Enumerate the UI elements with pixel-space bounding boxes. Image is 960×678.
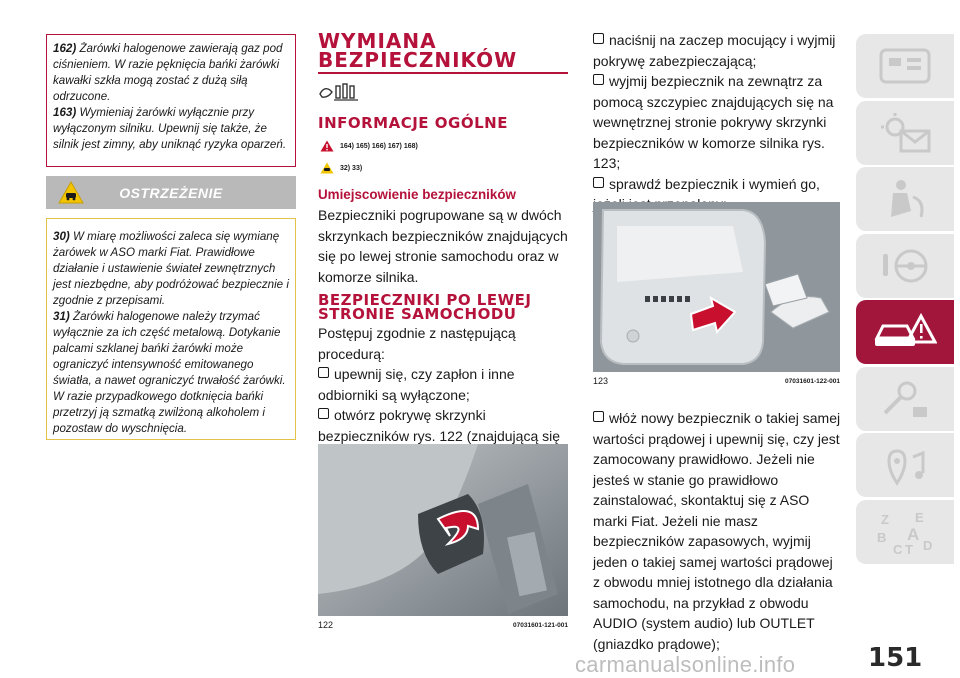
figure-122-number: 122 xyxy=(318,620,334,630)
heading-fuse-location: Umiejscowienie bezpieczników xyxy=(318,187,516,202)
multimedia-icon xyxy=(877,443,933,487)
warning-30-text: W miarę możliwości zaleca się wymianę żarówek w ASO marki Fiat. Prawidłowe działanie i ustawienie świateł zewnętrznych jest niezbędne, aby podróżować bezpiecznie i zgodnie z przepisami. xyxy=(53,230,289,307)
sidebar-item-lights[interactable] xyxy=(856,101,954,165)
sidebar-item-safety[interactable] xyxy=(856,167,954,231)
caution-refs-row xyxy=(318,159,568,177)
warning-refs-row xyxy=(318,137,568,155)
fuse-location-text: Bezpieczniki pogrupowane są w dwóch skrzynkach bezpieczników znajdujących się po lewej stronie samochodu oraz w komorze silnika. xyxy=(318,207,568,285)
figure-123-number: 123 xyxy=(593,376,609,386)
warning-31-text: Żarówki halogenowe należy trzymać wyłącznie za ich część metalową. Dotykanie palcami szklanej bańki żarówki może ograniczyć intensywność emitowanego światła, a nawet ograniczyć trwałość żarówki. W razie przypadkowego dotknięcia bańki przetrzyj ją szmatką zwilżoną alkoholem i pozostaw do wyschnięcia. xyxy=(53,310,286,435)
note-163-text: Wymieniaj żarówki wyłącznie przy wyłączonym silniku. Upewnij się także, że silnik jest zimny, aby uniknąć ryzyka oparzeń. xyxy=(53,106,287,151)
warning-box xyxy=(46,218,296,440)
section-title-line1: WYMIANA xyxy=(318,29,437,53)
emergency-icon xyxy=(873,310,937,354)
chapter-sidebar xyxy=(856,34,960,566)
index-letter-c: C xyxy=(893,541,903,556)
dashboard-icon xyxy=(877,46,933,86)
lights-icon xyxy=(877,111,933,155)
subtitle-left-side-line2: STRONIE SAMOCHODU xyxy=(318,305,517,323)
step-check-fuse: sprawdź bezpiecznik i wymień go, xyxy=(593,174,841,215)
yellow-warning-icon xyxy=(320,162,334,174)
step-ignition-off: upewnij się, czy zapłon i inne odbiorniki są wyłączone; xyxy=(318,364,568,405)
sidebar-item-maintenance[interactable] xyxy=(856,367,954,431)
figure-123-code: 07031601-122-001 xyxy=(785,378,840,385)
step-open-cover: otwórz pokrywę skrzynki bezpieczników rys. 122 (znajdującą się xyxy=(318,405,568,467)
caution-refs: 32) 33) xyxy=(340,164,363,172)
warning-30-number: 30) xyxy=(53,230,70,243)
sidebar-item-emergency[interactable] xyxy=(856,300,954,364)
section-title-line2: BEZPIECZNIKÓW xyxy=(318,48,518,72)
sidebar-item-steering[interactable] xyxy=(856,234,954,298)
warning-title: OSTRZEŻENIE xyxy=(119,184,223,201)
step-remove-protective-cover: naciśnij na zaczep mocujący i wyjmij pokrywę zabezpieczającą; xyxy=(593,30,841,71)
index-letter-a: A xyxy=(907,524,920,544)
note-162-text: Żarówki halogenowe zawierają gaz pod ciśnieniem. W razie pęknięcia bańki żarówki kawałki szkła mogą zostać z dużą siłą odrzucone. xyxy=(53,42,283,103)
sidebar-item-dashboard[interactable] xyxy=(856,34,954,98)
index-letter-z: Z xyxy=(881,511,889,527)
step-insert-new-fuse: włóż nowy bezpiecznik o takiej samej wartości prądowej i upewnij się, czy jest zamocowany prawidłowo. Jeżeli nie jesteś w stanie go prawidłowo zainstalować, skontaktuj się z ASO marki Fiat. Jeżeli nie masz bezpieczników zapasowych, wyjmij jeden o takiej samej wartości prądowej z obwodu mniej istotnego dla działania samochodu, na przykład z obwodu AUDIO (system audio) lub OUTLET (gniazdko prądowe); xyxy=(593,408,841,654)
figure-123-image xyxy=(593,202,840,372)
step-pull-out-fuse: wyjmij bezpiecznik na zewnątrz za pomocą szczypiec znajdujących się na wewnętrznej stronie pokrywy skrzynki bezpieczników w komorze silnika rys. 123; xyxy=(593,71,841,174)
site-watermark: carmanualsonline.info xyxy=(575,652,796,677)
maintenance-icon xyxy=(877,377,933,421)
page-number: 151 xyxy=(868,643,923,673)
sidebar-item-index[interactable] xyxy=(856,500,954,564)
index-letter-b: B xyxy=(877,529,887,545)
figure-123-caption xyxy=(593,376,840,386)
sidebar-item-multimedia[interactable] xyxy=(856,433,954,497)
section-title-rule xyxy=(318,72,568,74)
caution-notes-box xyxy=(46,34,296,167)
warning-refs: 164) 165) 166) 167) 168) xyxy=(340,142,418,150)
figure-122-caption xyxy=(318,620,568,630)
column-fuse-steps xyxy=(593,30,841,215)
warning-31-number: 31) xyxy=(53,310,70,323)
figure-122-drawing xyxy=(318,444,568,616)
figure-122-image xyxy=(318,444,568,616)
index-icon xyxy=(873,508,937,556)
note-162-number: 162) xyxy=(53,42,77,55)
column-fuse-intro xyxy=(318,29,568,467)
figure-122-code: 07031601-121-001 xyxy=(513,622,568,629)
warning-car-icon xyxy=(58,181,84,204)
seat-safety-icon xyxy=(877,177,933,221)
subtitle-general-info: INFORMACJE OGÓLNE xyxy=(318,114,508,132)
steering-icon xyxy=(877,244,933,288)
warning-header xyxy=(46,176,296,209)
index-letter-e: E xyxy=(915,509,924,525)
note-163-number: 163) xyxy=(53,106,77,119)
red-warning-icon xyxy=(320,140,334,152)
procedure-intro: Postępuj zgodnie z następującą procedurą: xyxy=(318,325,516,362)
fuse-tool-icon xyxy=(318,80,362,102)
index-letter-t: T xyxy=(905,541,913,556)
figure-123-drawing xyxy=(593,202,840,372)
column-fuse-steps-continued xyxy=(593,408,841,654)
index-letter-d: D xyxy=(923,537,933,553)
subtitle-left-side-line1: BEZPIECZNIKI PO LEWEJ xyxy=(318,291,532,309)
